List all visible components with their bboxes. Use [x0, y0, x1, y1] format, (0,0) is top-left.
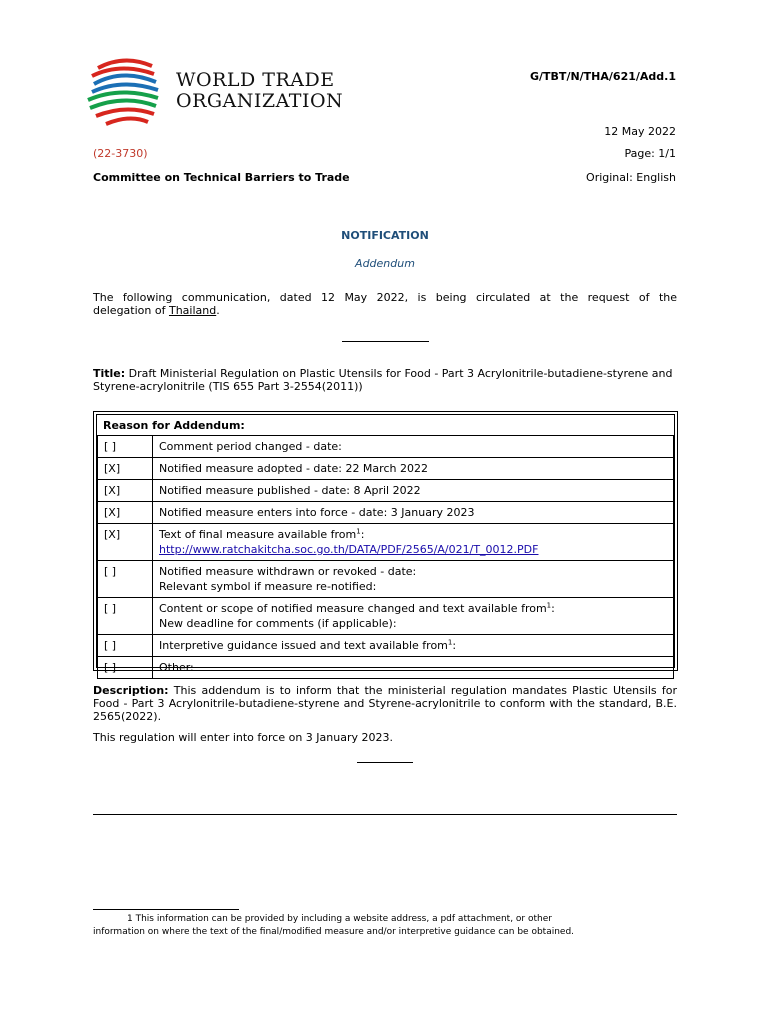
reason-checkbox: [X]	[98, 480, 153, 502]
reason-text-cell	[153, 458, 674, 480]
final-measure-link[interactable]: http://www.ratchakitcha.soc.go.th/DATA/PDF/2565/A/021/T_0012.PDF	[159, 543, 539, 556]
reason-for-addendum-box	[93, 411, 678, 674]
title-label: Title:	[93, 367, 126, 380]
org-name-line2: ORGANIZATION	[176, 90, 344, 112]
reason-row	[98, 436, 674, 458]
reason-checkbox: [X]	[98, 524, 153, 561]
reason-row	[98, 480, 674, 502]
description-label: Description:	[93, 684, 169, 697]
reason-checkbox: [ ]	[98, 598, 153, 635]
reason-row	[98, 561, 674, 598]
reason-row	[98, 502, 674, 524]
description-paragraph	[93, 684, 677, 723]
separator-line	[342, 341, 429, 342]
reason-text-cell	[153, 561, 674, 598]
reason-line1-text: Notified measure published - date: 8 April 2022	[159, 484, 421, 497]
reason-row	[98, 598, 674, 635]
footnote-ref: 1	[356, 527, 361, 536]
footnote-separator	[93, 909, 239, 910]
reason-line1-text: Comment period changed - date:	[159, 440, 342, 453]
wto-wordmark	[176, 70, 343, 112]
reason-text-cell	[153, 480, 674, 502]
footnote-line2: information on where the text of the final/modified measure and/or interpretive guidance can be obtained.	[93, 927, 575, 937]
footnote-ref: 1	[447, 638, 453, 647]
reason-text-cell	[153, 436, 674, 458]
reason-line1-text: Interpretive guidance issued and text available from	[159, 639, 448, 652]
reason-checkbox: [X]	[98, 458, 153, 480]
reason-row	[98, 458, 674, 480]
reason-line1-text: Notified measure withdrawn or revoked - date:	[159, 565, 417, 578]
reason-line1	[159, 527, 667, 542]
reason-heading: Reason for Addendum:	[103, 419, 245, 432]
reason-checkbox: [X]	[98, 502, 153, 524]
reason-table	[97, 435, 674, 679]
reason-line1-text: Notified measure enters into force - date: 3 January 2023	[159, 506, 475, 519]
entry-into-force-text: This regulation will enter into force on 3 January 2023.	[93, 731, 393, 744]
reason-line2: New deadline for comments (if applicable):	[159, 617, 397, 630]
reason-line1-end: :	[360, 528, 365, 541]
separator-line-2	[357, 762, 413, 763]
intro-paragraph	[93, 291, 677, 317]
reason-line1-end: :	[551, 602, 555, 615]
reason-row	[98, 657, 674, 679]
document-date: 12 May 2022	[604, 125, 676, 138]
wto-logo	[84, 56, 344, 130]
intro-country: Thailand	[168, 304, 217, 317]
footnote-ref: 1	[546, 601, 552, 610]
reason-line1	[159, 439, 667, 454]
description-text: This addendum is to inform that the ministerial regulation mandates Plastic Utensils for Food - Part 3 Acrylonitrile-butadiene-styrene and Styrene-acrylonitrile to conform with the standard, B.E. 2565(2022).	[93, 684, 677, 723]
reason-line1-end: :	[452, 639, 457, 652]
reason-row	[98, 524, 674, 561]
original-language: Original: English	[586, 171, 676, 184]
footnote-number: 1	[127, 914, 133, 924]
page-number: Page: 1/1	[624, 147, 676, 160]
document-reference: (22-3730)	[93, 147, 148, 160]
reason-line1	[159, 638, 667, 653]
reason-line1	[159, 660, 667, 675]
reason-line2: Relevant symbol if measure re-notified:	[159, 580, 377, 593]
reason-text-cell	[153, 598, 674, 635]
reason-line1-text: Notified measure adopted - date: 22 March 2022	[159, 462, 428, 475]
org-name-line1: WORLD TRADE	[176, 69, 335, 91]
addendum-subheading: Addendum	[355, 257, 415, 270]
reason-line1-text: Content or scope of notified measure changed and text available from	[159, 602, 547, 615]
measure-title	[93, 367, 677, 393]
title-text: Draft Ministerial Regulation on Plastic Utensils for Food - Part 3 Acrylonitrile-butadiene-styrene and Styrene-acrylonitrile (TIS 655 Part 3-2554(2011))	[93, 367, 673, 393]
reason-line1	[159, 483, 667, 498]
reason-checkbox: [ ]	[98, 657, 153, 679]
reason-line1	[159, 461, 667, 476]
reason-checkbox: [ ]	[98, 436, 153, 458]
reason-line1-text: Other:	[159, 661, 194, 674]
reason-line1	[159, 601, 667, 616]
reason-row	[98, 635, 674, 657]
footnote-line1: This information can be provided by including a website address, a pdf attachment, or other	[132, 914, 552, 924]
reason-line1	[159, 505, 667, 520]
wto-emblem-icon	[84, 56, 170, 130]
reason-checkbox: [ ]	[98, 561, 153, 598]
committee-name: Committee on Technical Barriers to Trade	[93, 171, 350, 184]
reason-text-cell	[153, 657, 674, 679]
reason-line1-text: Text of final measure available from	[159, 528, 357, 541]
intro-end: .	[216, 304, 220, 317]
reason-line1	[159, 564, 667, 579]
notification-heading: NOTIFICATION	[341, 229, 429, 242]
reason-checkbox: [ ]	[98, 635, 153, 657]
document-symbol: G/TBT/N/THA/621/Add.1	[530, 70, 676, 83]
intro-line2-prefix: delegation of	[93, 304, 169, 317]
reason-text-cell	[153, 635, 674, 657]
intro-line1: The following communication, dated 12 May 2022, is being circulated at the request of the	[93, 291, 677, 304]
footnote	[93, 913, 677, 939]
reason-text-cell	[153, 502, 674, 524]
reason-text-cell	[153, 524, 674, 561]
separator-line-long	[93, 814, 677, 815]
